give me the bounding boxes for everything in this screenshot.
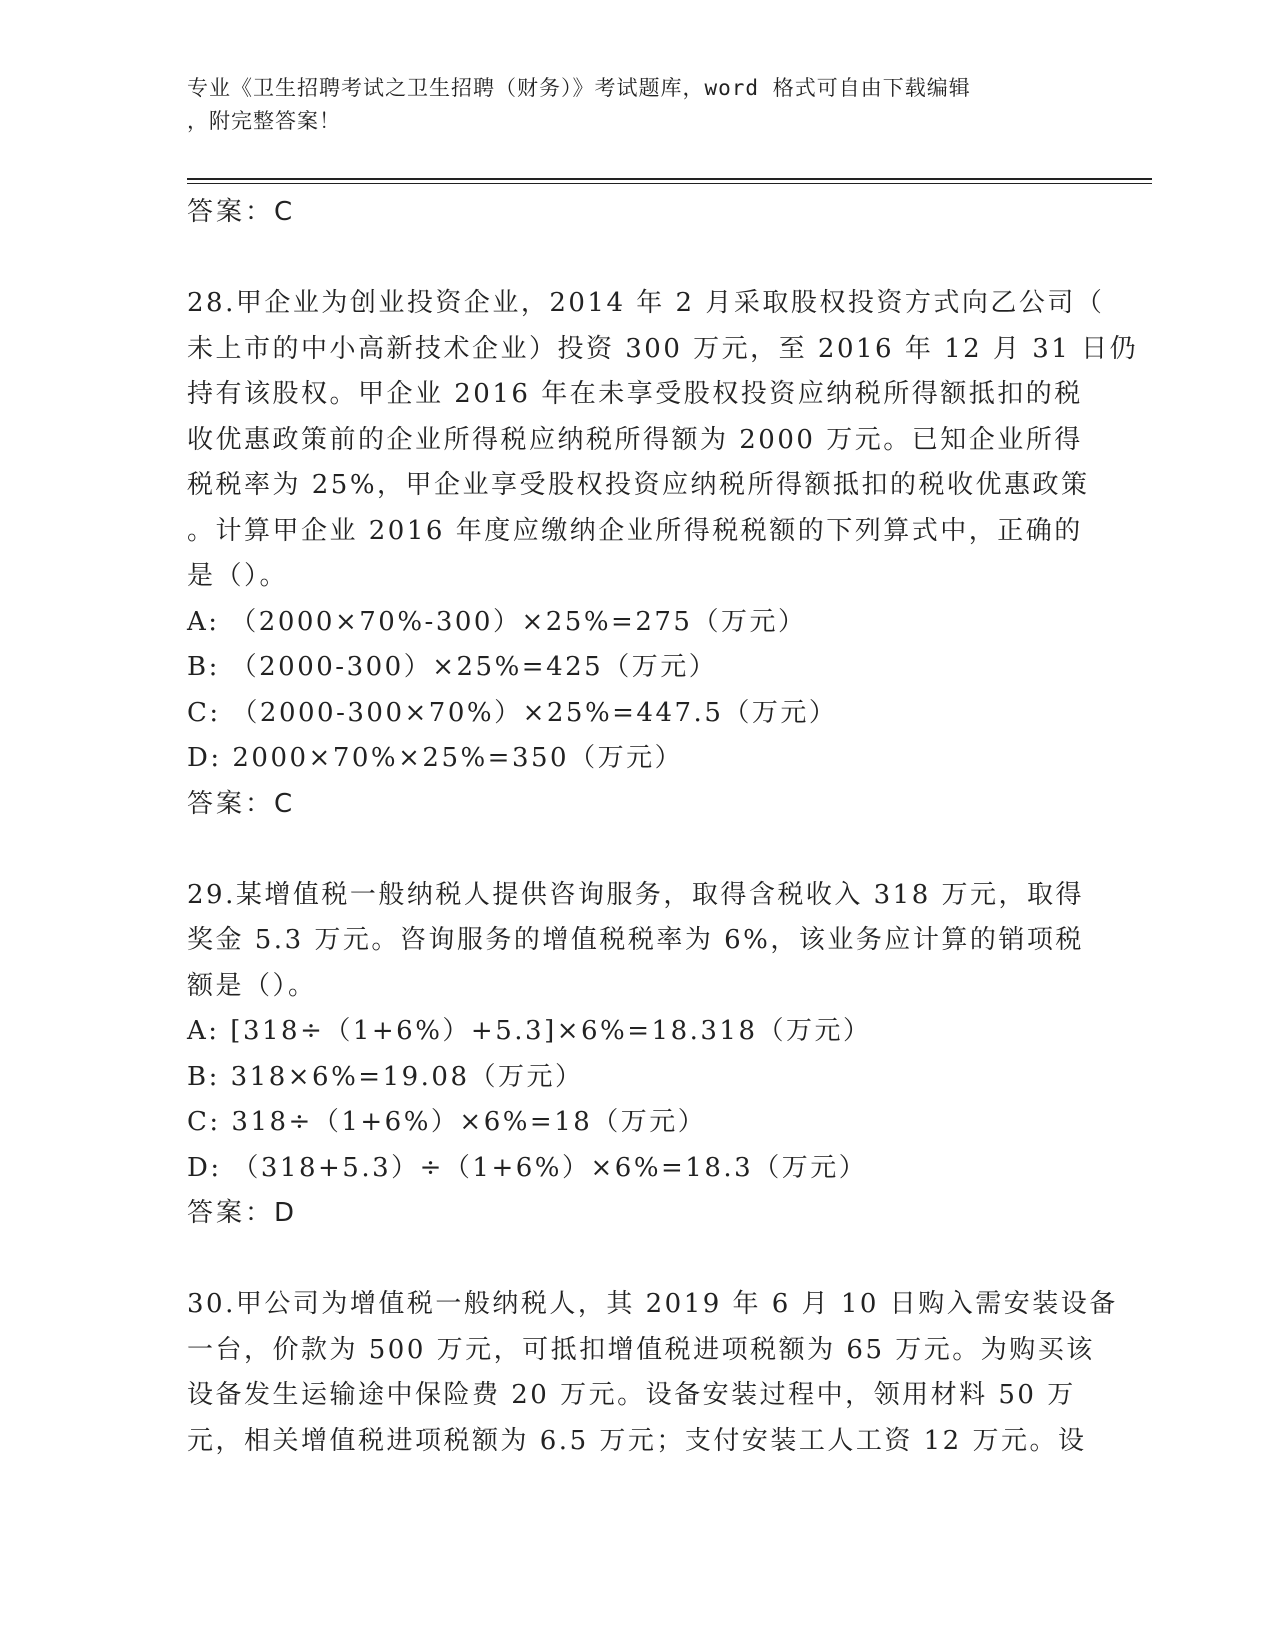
document-body xyxy=(187,190,1139,1464)
question-text-line: 28.甲企业为创业投资企业，2014 年 2 月采取股权投资方式向乙公司（ xyxy=(187,288,1105,318)
answer-q27: 答案：C xyxy=(187,197,296,227)
question-text-line: 元，相关增值税进项税额为 6.5 万元；支付安装工人工资 12 万元。设 xyxy=(187,1425,1087,1456)
option-c: C: 318÷（1+6%）×6%=18（万元） xyxy=(187,1107,707,1137)
option-d: D: （318+5.3）÷（1+6%）×6%=18.3（万元） xyxy=(187,1152,868,1183)
page-header xyxy=(187,72,1087,138)
header-line-2: ，附完整答案！ xyxy=(187,109,341,133)
question-text-line: 30.甲公司为增值税一般纳税人，其 2019 年 6 月 10 日购入需安装设备 xyxy=(187,1289,1118,1319)
question-text-line: 一台，价款为 500 万元，可抵扣增值税进项税额为 65 万元。为购买该 xyxy=(187,1334,1095,1365)
spacer xyxy=(187,1237,1087,1283)
option-b: B: 318×6%=19.08（万元） xyxy=(187,1061,584,1092)
question-29 xyxy=(187,873,1087,1237)
spacer xyxy=(187,236,1087,282)
question-30 xyxy=(187,1282,1118,1464)
option-c: C: （2000-300×70%）×25%=447.5（万元） xyxy=(187,697,838,728)
option-a: A: （2000×70%-300）×25%=275（万元） xyxy=(187,606,807,637)
option-a: A: [318÷（1+6%）+5.3]×6%=18.318（万元） xyxy=(187,1016,872,1046)
option-d: D: 2000×70%×25%=350（万元） xyxy=(187,743,684,773)
option-b: B: （2000-300）×25%=425（万元） xyxy=(187,652,718,682)
question-text-line: 收优惠政策前的企业所得税应纳税所得额为 2000 万元。已知企业所得 xyxy=(187,424,1083,455)
question-text-line: 。计算甲企业 2016 年度应缴纳企业所得税税额的下列算式中，正确的 xyxy=(187,515,1083,546)
spacer xyxy=(187,827,1087,873)
question-text-line: 未上市的中小高新技术企业）投资 300 万元，至 2016 年 12 月 31 日仍 xyxy=(187,333,1139,364)
header-divider xyxy=(187,178,1152,180)
question-text-line: 持有该股权。甲企业 2016 年在未享受股权投资应纳税所得额抵扣的税 xyxy=(187,379,1083,409)
question-text-line: 奖金 5.3 万元。咨询服务的增值税税率为 6%，该业务应计算的销项税 xyxy=(187,925,1084,955)
question-text-line: 税税率为 25%，甲企业享受股权投资应纳税所得额抵扣的税收优惠政策 xyxy=(187,470,1090,500)
question-text-line: 设备发生运输途中保险费 20 万元。设备安装过程中，领用材料 50 万 xyxy=(187,1380,1076,1410)
answer-q29: 答案：D xyxy=(187,1198,298,1228)
header-line-1: 专业《卫生招聘考试之卫生招聘（财务）》考试题库，word 格式可自由下载编辑 xyxy=(187,76,971,100)
question-28 xyxy=(187,281,1139,827)
question-text-line: 29.某增值税一般纳税人提供咨询服务，取得含税收入 318 万元，取得 xyxy=(187,879,1085,910)
question-text-line: 是（）。 xyxy=(187,561,289,591)
answer-q28: 答案：C xyxy=(187,788,296,819)
question-text-line: 额是（）。 xyxy=(187,970,317,1001)
header-divider-thin xyxy=(187,183,1152,184)
